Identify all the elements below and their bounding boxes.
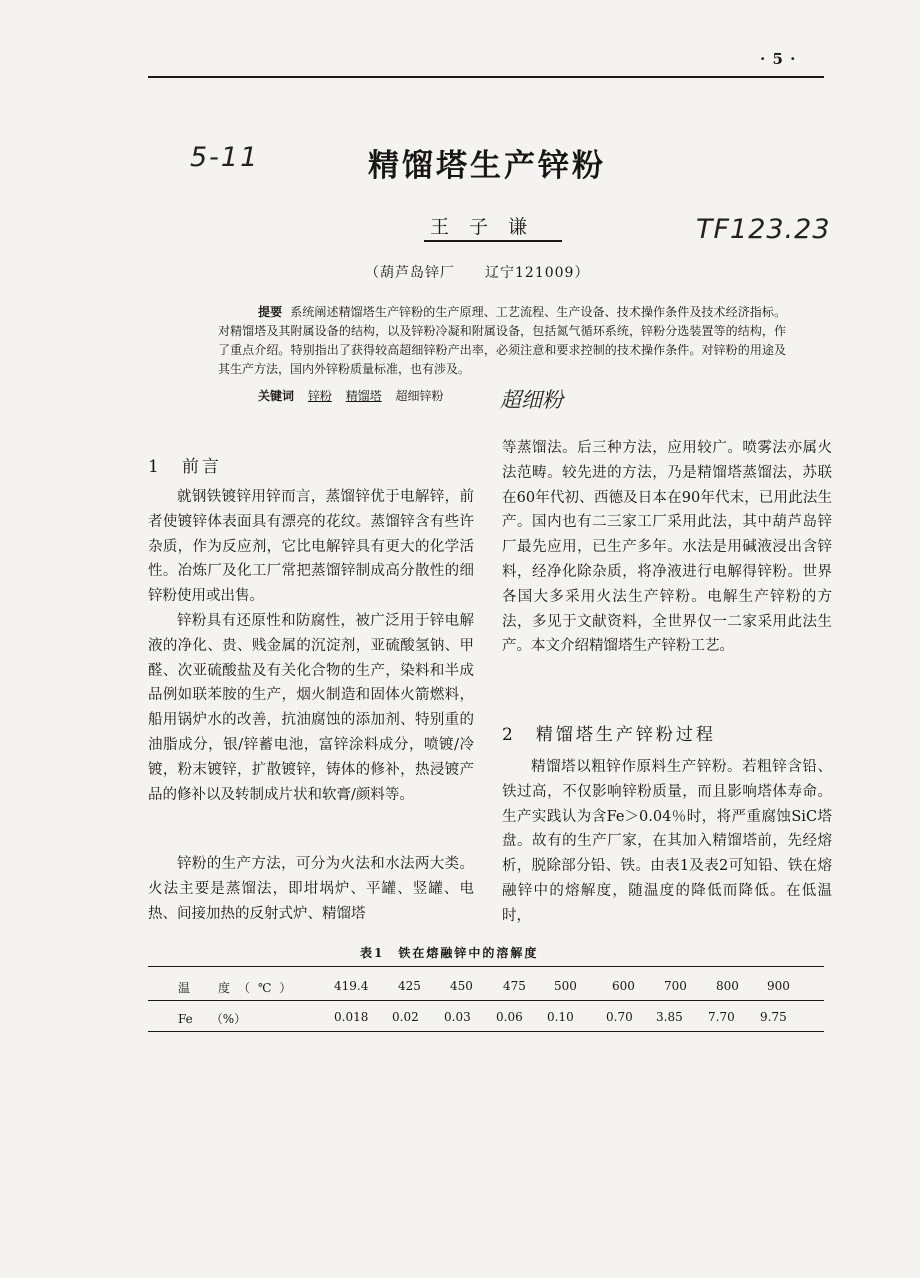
table-cell-fe: 3.85 (656, 1010, 683, 1024)
table-cell-temperature: 500 (554, 979, 577, 993)
header-rule (148, 76, 824, 78)
table-bottom-rule (148, 1031, 824, 1032)
keywords-label: 关键词 (258, 389, 295, 403)
handwritten-classification-note: TF123.23 (696, 214, 831, 245)
keyword-item: 锌粉 (307, 389, 332, 403)
table-cell-temperature: 800 (716, 979, 739, 993)
table-middle-rule (148, 1000, 824, 1001)
table-cell-temperature: 450 (450, 979, 473, 993)
section-1-paragraph-1: 就钢铁镀锌用锌而言，蒸馏锌优于电解锌，前者使镀锌体表面具有漂亮的花纹。蒸馏锌含有些许杂质，作为反应剂，它比电解锌具有更大的化学活性。冶炼厂及化工厂常把蒸馏锌制成高分散性的细锌粉使用或出售。 (148, 489, 474, 605)
section-1-paragraph-3-continued: 等蒸馏法。后三种方法，应用较广。喷雾法亦属火法范畴。较先进的方法，乃是精馏塔蒸馏法，苏联在60年代初、西德及日本在90年代末，已用此法生产。国内也有二三家工厂采用此法，其中葫芦岛锌厂最先应用，已生产多年。水法是用碱液浸出含锌料，经净化除杂质，将净液进行电解得锌粉。世界各国大多采用火法生产锌粉。电解生产锌粉的方法，多见于文献资料，全世界仅一二家采用此法生产。本文介绍精馏塔生产锌粉工艺。 (502, 440, 832, 655)
table-cell-fe: 0.06 (496, 1010, 523, 1024)
handwritten-note-left: 5-11 (190, 142, 260, 173)
table-title: 表1 铁在熔融锌中的溶解度 (360, 946, 539, 960)
author-underline (424, 240, 562, 242)
author-affiliation: （葫芦岛锌厂 辽宁121009） (365, 265, 590, 281)
keyword-item: 超细锌粉 (395, 389, 444, 403)
keyword-item: 精馏塔 (345, 389, 382, 403)
table-cell-fe: 0.10 (547, 1010, 574, 1024)
section-heading-1: 1 前言 (148, 457, 222, 477)
table-cell-temperature: 600 (612, 979, 635, 993)
table-cell-fe: 0.02 (392, 1010, 419, 1024)
table-cell-fe: 0.70 (606, 1010, 633, 1024)
table-cell-fe: 7.70 (708, 1010, 735, 1024)
table-cell-temperature: 475 (503, 979, 526, 993)
table-cell-fe: 9.75 (760, 1010, 787, 1024)
abstract-label: 提要 (258, 305, 283, 319)
table-cell-temperature: 900 (767, 979, 790, 993)
section-1-paragraph-2: 锌粉具有还原性和防腐性，被广泛用于锌电解液的净化、贵、贱金属的沉淀剂，亚硫酸氢钠、甲醛、次亚硫酸盐及有关化合物的生产，染料和半成品例如联苯胺的生产，烟火制造和固体火箭燃料，船用锅炉水的改善，抗油腐蚀的添加剂、特别重的油脂成分，银/锌蓄电池，富锌涂料成分，喷镀/冷镀，粉末镀锌，扩散镀锌，铸体的修补，热浸镀产品的修补以及转制成片状和软膏/颜料等。 (148, 613, 474, 803)
table-row-label-fe: Fe （%） (178, 1012, 247, 1026)
section-2-paragraph-1: 精馏塔以粗锌作原料生产锌粉。若粗锌含铅、铁过高，不仅影响锌粉质量，而且影响塔体寿命。生产实践认为含Fe＞0.04％时，将严重腐蚀SiC塔盘。故有的生产厂家，在其加入精馏塔前，先经熔析，脱除部分铅、铁。由表1及表2可知铅、铁在熔融锌中的熔解度，随温度的降低而降低。在低温时， (502, 759, 832, 924)
section-heading-2: 2 精馏塔生产锌粉过程 (502, 725, 716, 745)
table-cell-temperature: 425 (398, 979, 421, 993)
table-top-rule (148, 966, 824, 967)
article-title: 精馏塔生产锌粉 (368, 148, 606, 184)
abstract (218, 303, 786, 379)
table-cell-fe: 0.03 (444, 1010, 471, 1024)
handwritten-keyword-note: 超细粉 (500, 388, 563, 412)
table-cell-temperature: 419.4 (334, 979, 369, 993)
author-name: 王子谦 (430, 216, 548, 238)
abstract-text: 系统阐述精馏塔生产锌粉的生产原理、工艺流程、生产设备、技术操作条件及技术经济指标。对精馏塔及其附属设备的结构，以及锌粉冷凝和附属设备，包括氮气循环系统，锌粉分选装置等的结构，作了重点介绍。特别指出了获得较高超细锌粉产出率，必须注意和要求控制的技术操作条件。对锌粉的用途及其生产方法，国内外锌粉质量标准，也有涉及。 (218, 305, 786, 376)
table-cell-fe: 0.018 (334, 1010, 369, 1024)
table-row-label-temperature: 温 度（℃） (178, 981, 300, 995)
table-cell-temperature: 700 (664, 979, 687, 993)
keywords (258, 387, 444, 404)
section-1-paragraph-3: 锌粉的生产方法，可分为火法和水法两大类。火法主要是蒸馏法，即坩埚炉、平罐、竖罐、电热、间接加热的反射式炉、精馏塔 (148, 856, 474, 922)
page-number: · 5 · (760, 50, 797, 68)
